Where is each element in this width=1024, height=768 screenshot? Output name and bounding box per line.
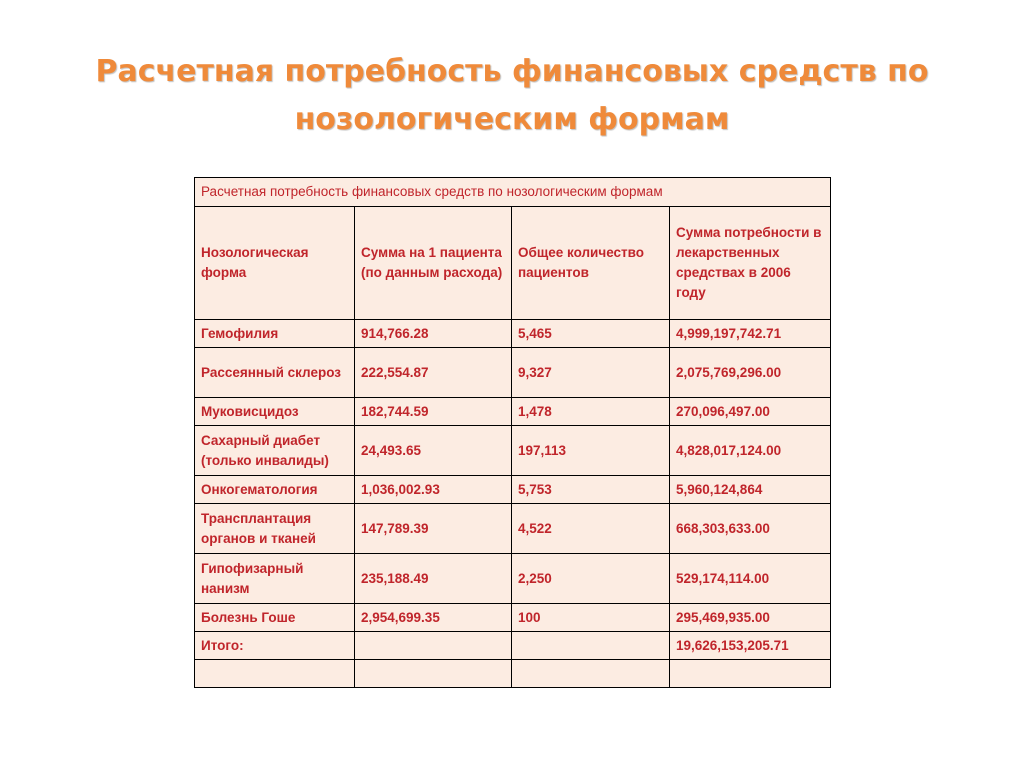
table-caption-row — [195, 178, 831, 207]
table-row — [195, 554, 831, 604]
cell-per-patient: 914,766.28 — [355, 320, 512, 348]
cell-patients: 197,113 — [512, 426, 670, 476]
cell-patients: 4,522 — [512, 504, 670, 554]
empty-cell — [670, 660, 831, 688]
slide-title-line-2: нозологическим формам — [294, 102, 730, 137]
cell-form: Сахарный диабет (только инвалиды) — [195, 426, 355, 476]
table-header-row — [195, 207, 831, 320]
cell-patients: 9,327 — [512, 348, 670, 398]
total-patients — [512, 632, 670, 660]
cell-total: 270,096,497.00 — [670, 398, 831, 426]
financing-table — [194, 177, 831, 688]
cell-per-patient: 147,789.39 — [355, 504, 512, 554]
header-total-need: Сумма потребности в лекарственных средствах в 2006 году — [670, 207, 831, 320]
cell-form: Гемофилия — [195, 320, 355, 348]
cell-form: Болезнь Гоше — [195, 604, 355, 632]
cell-total: 529,174,114.00 — [670, 554, 831, 604]
slide-title — [60, 48, 964, 144]
cell-form: Трансплантация органов и тканей — [195, 504, 355, 554]
cell-per-patient: 222,554.87 — [355, 348, 512, 398]
cell-per-patient: 2,954,699.35 — [355, 604, 512, 632]
cell-total: 668,303,633.00 — [670, 504, 831, 554]
cell-total: 2,075,769,296.00 — [670, 348, 831, 398]
cell-form: Рассеянный склероз — [195, 348, 355, 398]
cell-form: Онкогематология — [195, 476, 355, 504]
header-sum-per-patient: Сумма на 1 пациента (по данным расхода) — [355, 207, 512, 320]
cell-per-patient: 1,036,002.93 — [355, 476, 512, 504]
table-row — [195, 348, 831, 398]
table-total-row — [195, 632, 831, 660]
cell-form: Муковисцидоз — [195, 398, 355, 426]
slide-title-line-1: Расчетная потребность финансовых средств по — [95, 54, 929, 89]
cell-total: 4,999,197,742.71 — [670, 320, 831, 348]
table-row — [195, 320, 831, 348]
table-row — [195, 426, 831, 476]
cell-per-patient: 182,744.59 — [355, 398, 512, 426]
cell-form: Гипофизарный нанизм — [195, 554, 355, 604]
cell-patients: 1,478 — [512, 398, 670, 426]
cell-patients: 100 — [512, 604, 670, 632]
cell-per-patient: 235,188.49 — [355, 554, 512, 604]
cell-per-patient: 24,493.65 — [355, 426, 512, 476]
table-row — [195, 504, 831, 554]
cell-patients: 5,465 — [512, 320, 670, 348]
total-sum: 19,626,153,205.71 — [670, 632, 831, 660]
table-row — [195, 476, 831, 504]
cell-patients: 2,250 — [512, 554, 670, 604]
table-row — [195, 398, 831, 426]
table-row — [195, 604, 831, 632]
total-label: Итого: — [195, 632, 355, 660]
cell-total: 295,469,935.00 — [670, 604, 831, 632]
cell-total: 5,960,124,864 — [670, 476, 831, 504]
table-caption: Расчетная потребность финансовых средств по нозологическим формам — [195, 178, 831, 207]
header-patient-count: Общее количество пациентов — [512, 207, 670, 320]
empty-cell — [195, 660, 355, 688]
total-per-patient — [355, 632, 512, 660]
cell-total: 4,828,017,124.00 — [670, 426, 831, 476]
cell-patients: 5,753 — [512, 476, 670, 504]
table-empty-row — [195, 660, 831, 688]
empty-cell — [355, 660, 512, 688]
empty-cell — [512, 660, 670, 688]
header-nosological-form: Нозологическая форма — [195, 207, 355, 320]
